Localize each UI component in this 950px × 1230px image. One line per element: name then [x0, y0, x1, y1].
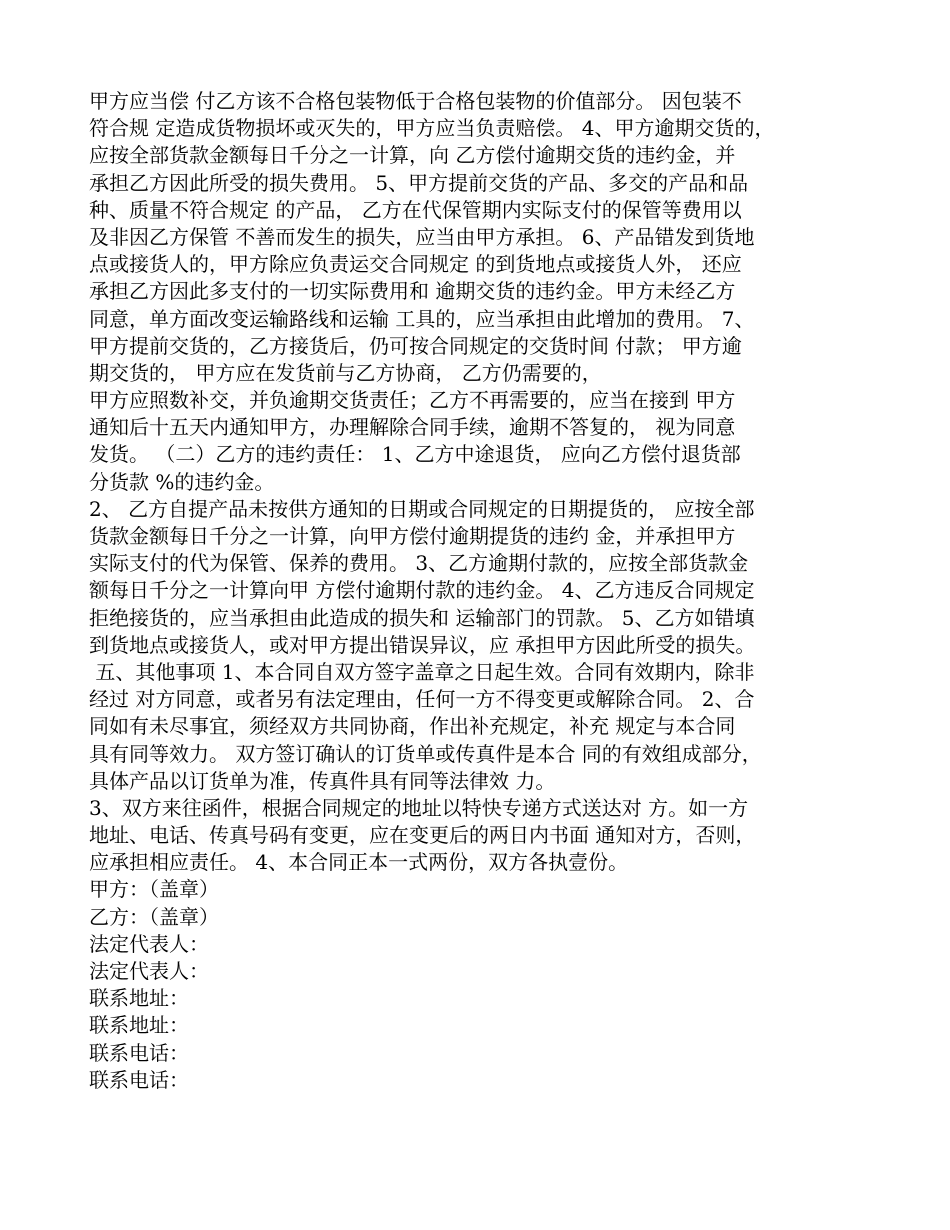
party-b-seal-label: 乙方：（盖章） — [89, 904, 219, 929]
text-line: 通知后十五天内通知甲方，办理解除合同手续，逾期不答复的， 视为同意 — [89, 415, 736, 440]
party-a-seal-label: 甲方：（盖章） — [89, 877, 219, 902]
text-line: 点或接货人的，甲方除应负责运交合同规定 的到货地点或接货人外， 还应 — [89, 252, 742, 277]
text-line: 具体产品以订货单为准，传真件具有同等法律效 力。 — [89, 768, 556, 793]
text-line: 应按全部货款金额每日千分之一计算，向 乙方偿付逾期交货的违约金，并 — [89, 143, 736, 168]
contact-address-label: 联系地址： — [89, 986, 189, 1011]
text-line: 同如有未尽事宜，须经双方共同协商，作出补充规定，补充 规定与本合同 — [89, 714, 736, 739]
text-line: 同意，单方面改变运输路线和运输 工具的，应当承担由此增加的费用。 7、 — [89, 306, 755, 331]
text-line: 甲方应当偿 付乙方该不合格包装物低于合格包装物的价值部分。 因包装不 — [89, 89, 742, 113]
text-line: 3、双方来往函件，根据合同规定的地址以特快专递方式送达对 方。如一方 — [89, 795, 749, 820]
text-line: 甲方提前交货的，乙方接货后，仍可按合同规定的交货时间 付款； 甲方逾 — [89, 333, 742, 358]
text-line: 符合规 定造成货物损坏或灭失的，甲方应当负责赔偿。 4、甲方逾期交货的， — [89, 116, 775, 141]
contact-address-label: 联系地址： — [89, 1013, 189, 1038]
text-line: 经过 对方同意，或者另有法定理由，任何一方不得变更或解除合同。 2、合 — [89, 687, 755, 712]
text-line: 应承担相应责任。 4、本合同正本一式两份，双方各执壹份。 — [89, 850, 629, 875]
text-line: 承担乙方因此多支付的一切实际费用和 逾期交货的违约金。甲方未经乙方 — [89, 279, 736, 304]
text-line: 期交货的， 甲方应在发货前与乙方协商， 乙方仍需要的， — [89, 360, 602, 385]
text-line: 五、其他事项 1、本合同自双方签字盖章之日起生效。合同有效期内，除非 — [89, 659, 755, 684]
text-line: 分货款 %的违约金。 — [89, 469, 275, 494]
text-line: 甲方应照数补交，并负逾期交货责任；乙方不再需要的，应当在接到 甲方 — [89, 388, 736, 413]
contact-phone-label: 联系电话： — [89, 1040, 189, 1065]
text-line: 额每日千分之一计算向甲 方偿付逾期付款的违约金。 4、乙方违反合同规定 — [89, 578, 755, 603]
text-line: 2、 乙方自提产品未按供方通知的日期或合同规定的日期提货的， 应按全部 — [89, 496, 755, 521]
text-line: 实际支付的代为保管、保养的费用。 3、乙方逾期付款的，应按全部货款金 — [89, 551, 749, 576]
document-body — [89, 88, 869, 1094]
text-line: 及非因乙方保管 不善而发生的损失，应当由甲方承担。 6、产品错发到货地 — [89, 224, 755, 249]
text-line: 拒绝接货的，应当承担由此造成的损失和 运输部门的罚款。 5、乙方如错填 — [89, 605, 755, 630]
text-line: 具有同等效力。 双方签订确认的订货单或传真件是本合 同的有效组成部分， — [89, 741, 762, 766]
text-line: 发货。 （二）乙方的违约责任： 1、乙方中途退货， 应向乙方偿付退货部 — [89, 442, 741, 467]
text-line: 地址、电话、传真号码有变更，应在变更后的两日内书面 通知对方，否则， — [89, 823, 756, 848]
contact-phone-label: 联系电话： — [89, 1067, 189, 1092]
legal-representative-label: 法定代表人： — [89, 959, 209, 983]
text-line: 承担乙方因此所受的损失费用。 5、甲方提前交货的产品、多交的产品和品 — [89, 170, 749, 195]
text-line: 到货地点或接货人，或对甲方提出错误异议，应 承担甲方因此所受的损失。 — [89, 632, 756, 657]
text-line: 货款金额每日千分之一计算，向甲方偿付逾期提货的违约 金，并承担甲方 — [89, 524, 736, 548]
legal-representative-label: 法定代表人： — [89, 931, 209, 956]
text-line: 种、质量不符合规定 的产品， 乙方在代保管期内实际支付的保管等费用以 — [89, 197, 742, 222]
